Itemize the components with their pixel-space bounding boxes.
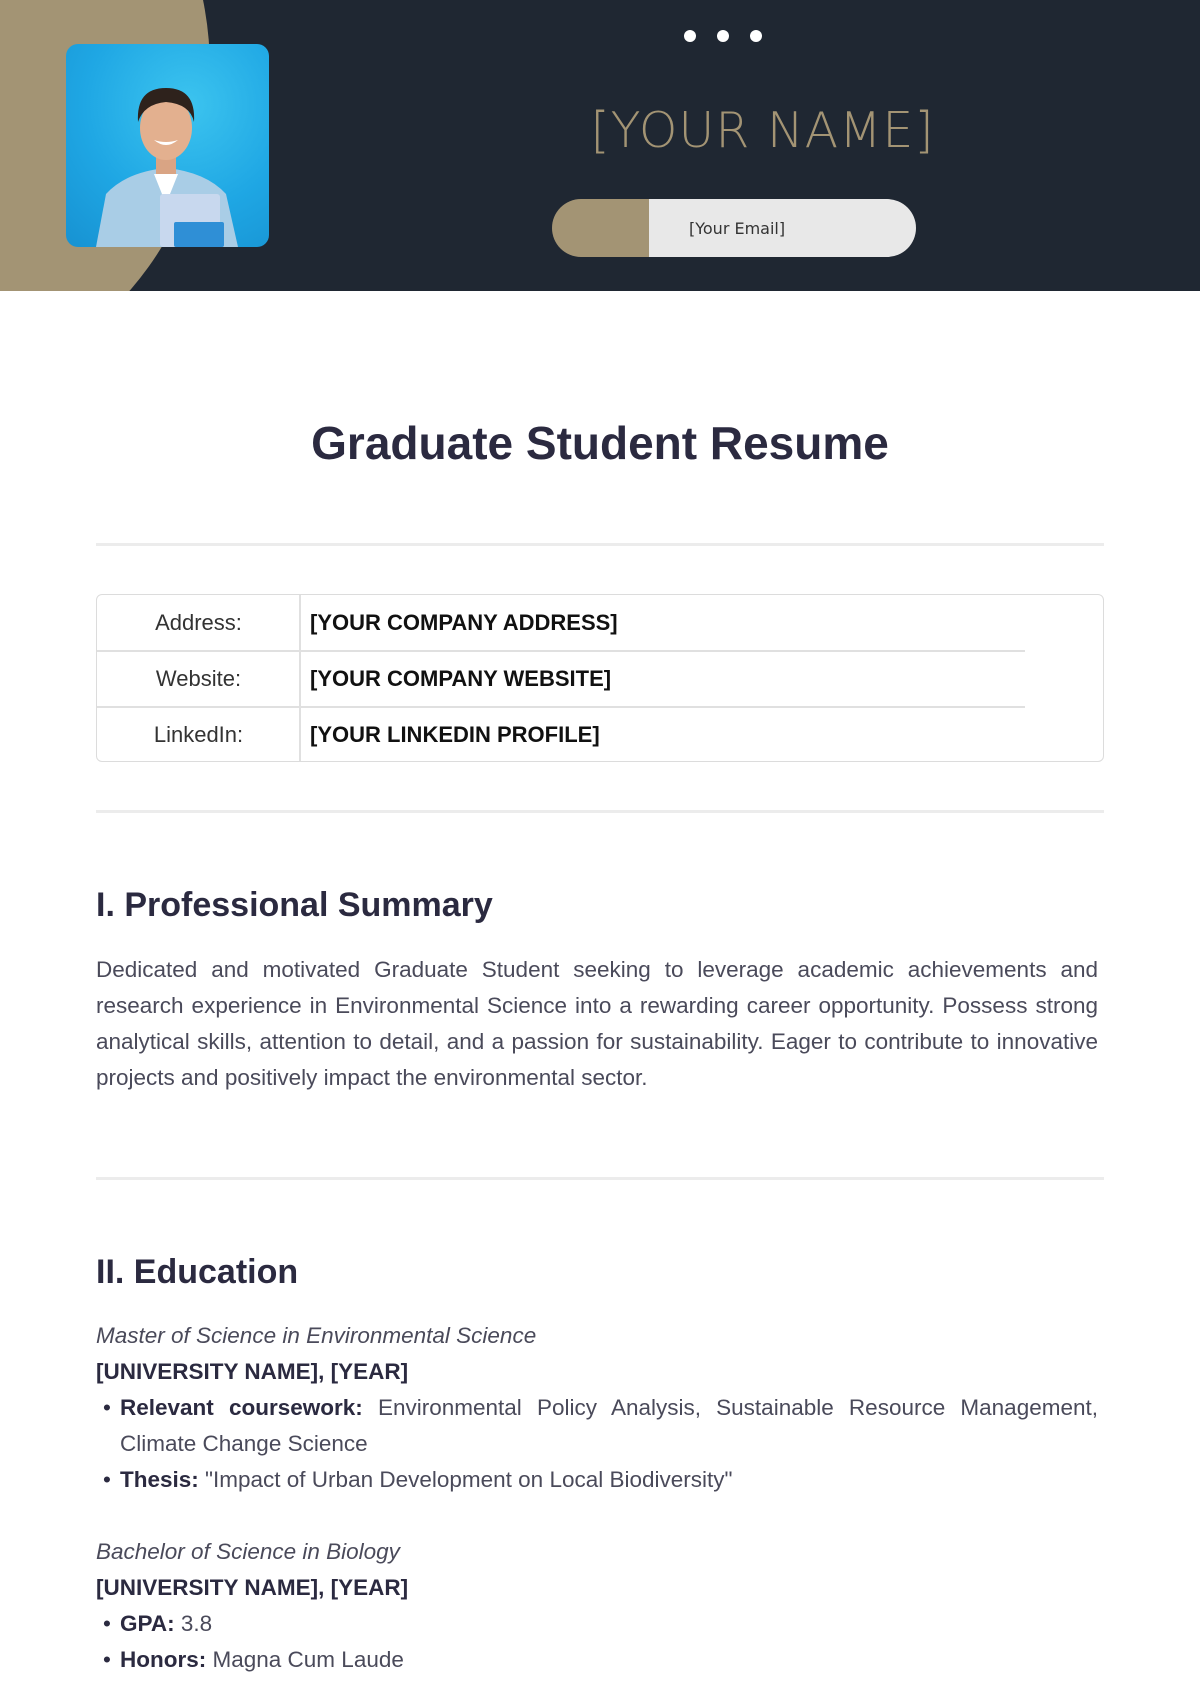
education-details [96, 1390, 1098, 1498]
item-text: Environmental Policy Analysis, Sustainable Resource Management, Climate Change Science [120, 1395, 1098, 1456]
list-item [96, 1642, 1098, 1678]
item-label: Honors: [120, 1647, 207, 1672]
item-text: "Impact of Urban Development on Local Biodiversity" [198, 1467, 733, 1492]
contact-label: Website: [155, 666, 242, 691]
document-title: Graduate Student Resume [311, 417, 889, 469]
dot-icon [717, 30, 729, 42]
divider [96, 543, 1104, 546]
dot-icon [750, 30, 762, 42]
person-photo-icon [66, 44, 269, 247]
email-pill-accent [552, 199, 649, 257]
school-year: [UNIVERSITY NAME], [YEAR] [96, 1359, 409, 1384]
section-heading-summary: I. Professional Summary [96, 886, 493, 924]
email-pill [552, 199, 916, 257]
school-year: [UNIVERSITY NAME], [YEAR] [96, 1575, 409, 1600]
table-row-address [97, 595, 1103, 651]
item-label: Relevant coursework: [120, 1395, 363, 1420]
contact-table [96, 594, 1104, 762]
dot-icon [684, 30, 696, 42]
education-entry [96, 1534, 1098, 1678]
item-text: 3.8 [174, 1611, 213, 1636]
menu-dots-icon [684, 30, 762, 42]
contact-value: [YOUR LINKEDIN PROFILE] [310, 722, 600, 747]
profile-photo [66, 44, 269, 247]
table-row-linkedin [97, 707, 1103, 763]
list-item [96, 1462, 1098, 1498]
contact-value: [YOUR COMPANY WEBSITE] [310, 666, 612, 691]
summary-paragraph: Dedicated and motivated Graduate Student seeking to leverage academic achievements and research experience in Environmental Science into a rewarding career opportunity. Possess strong analytical skills, attention to detail, and a passion for sustainability. Eager to contribute to innovative projects and positively impact the environmental sector. [96, 957, 1098, 1090]
contact-label: LinkedIn: [153, 722, 244, 747]
item-label: GPA: [120, 1611, 175, 1636]
item-label: Thesis: [120, 1467, 199, 1492]
education-details [96, 1606, 1098, 1678]
contact-value: [YOUR COMPANY ADDRESS] [310, 610, 618, 635]
candidate-name: [YOUR NAME] [590, 102, 935, 159]
item-text: Magna Cum Laude [206, 1647, 404, 1672]
email-field: [Your Email] [649, 199, 916, 257]
section-heading-education: II. Education [96, 1253, 299, 1291]
table-row-website [97, 651, 1103, 707]
list-item [96, 1390, 1098, 1462]
contact-label: Address: [155, 610, 242, 635]
resume-header [0, 0, 1200, 291]
degree-title: Master of Science in Environmental Science [96, 1323, 537, 1348]
degree-title: Bachelor of Science in Biology [96, 1539, 400, 1564]
education-entry [96, 1318, 1098, 1498]
list-item [96, 1606, 1098, 1642]
divider [96, 1177, 1104, 1180]
divider [96, 810, 1104, 813]
